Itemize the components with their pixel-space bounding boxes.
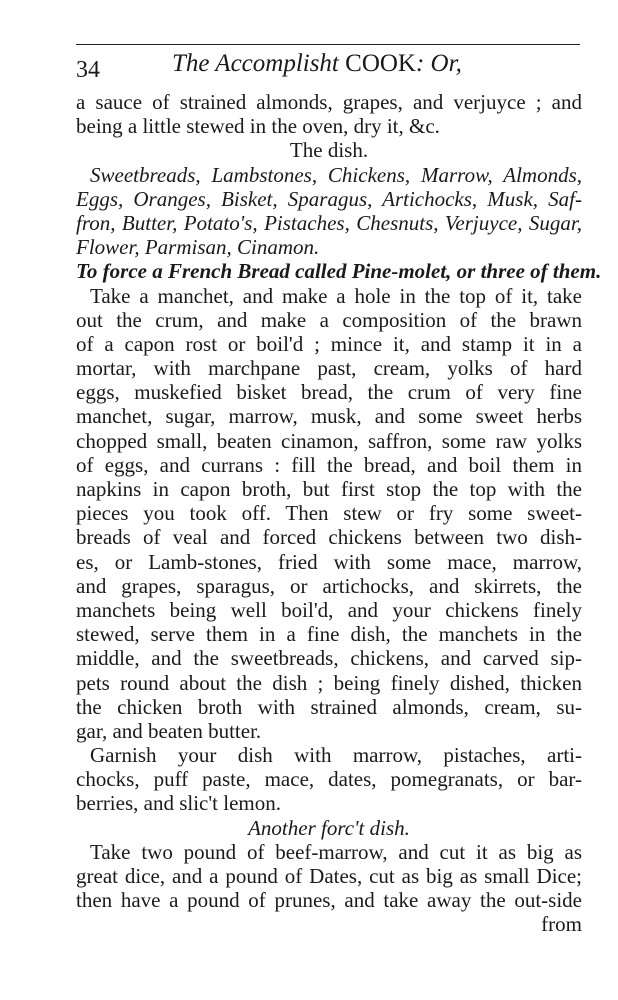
header-rule: [76, 44, 580, 45]
recipe-text: [76, 90, 602, 937]
text-line: gar, and beaten butter.: [76, 718, 262, 743]
text-line: great dice, and a pound of Dates, cut as big as small Dice;: [76, 864, 582, 888]
text-line: berries, and slic't lemon.: [76, 791, 281, 816]
text-line: mortar, with marchpane past, cream, yolks of hard: [76, 356, 582, 381]
text-line: of eggs, and currans : fill the bread, and boil them in: [76, 452, 582, 477]
text-line: Eggs, Oranges, Bisket, Sparagus, Artichocks, Musk, Saf-: [76, 186, 582, 211]
text-line: Take two pound of beef-marrow, and cut it as big as: [90, 839, 582, 864]
text-line: Take a manchet, and make a hole in the top of it, take: [90, 283, 582, 308]
running-head: [172, 50, 462, 78]
text-line: fron, Butter, Potato's, Pistaches, Chesnuts, Verjuyce, Sugar,: [76, 210, 582, 235]
text-line: pets round about the dish ; being finely dished, thicken: [76, 670, 582, 695]
text-line: stewed, serve them in a fine dish, the manchets in the: [76, 622, 582, 647]
text-line: middle, and the sweetbreads, chickens, and carved sip-: [76, 646, 582, 671]
text-line: then have a pound of prunes, and take away the out-side: [76, 888, 582, 913]
text-line: from: [541, 912, 582, 937]
text-line: manchet, sugar, marrow, musk, and some sweet herbs: [76, 404, 582, 429]
text-line: chopped small, beaten cinamon, saffron, some raw yolks: [76, 428, 582, 453]
text-line: breads of veal and forced chickens between two dish-: [76, 525, 582, 550]
text-line: Garnish your dish with marrow, pistaches, arti-: [90, 743, 582, 768]
text-line: out the crum, and make a composition of the brawn: [76, 307, 582, 332]
page-number: 34: [76, 57, 100, 83]
text-line: napkins in capon broth, but first stop the top with the: [76, 477, 582, 501]
text-line: To force a French Bread called Pine-molet, or three of them.: [76, 259, 602, 284]
running-head-caps: COOK: [345, 50, 416, 77]
text-line: and grapes, sparagus, or artichocks, and skirrets, the: [76, 573, 582, 598]
text-line: chocks, puff paste, mace, dates, pomegranats, or bar-: [76, 767, 582, 792]
text-line: pieces you took off. Then stew or fry some sweet-: [76, 501, 582, 526]
running-head-subtitle: : Or,: [415, 50, 462, 77]
text-line: es, or Lamb-stones, fried with some mace, marrow,: [76, 549, 582, 574]
text-line: of a capon rost or boil'd ; mince it, and stamp it in a: [76, 331, 582, 356]
text-line: eggs, muskefied bisket bread, the crum of very fine: [76, 380, 582, 405]
text-line: manchets being well boil'd, and your chickens finely: [76, 597, 582, 622]
text-line: Sweetbreads, Lambstones, Chickens, Marrow, Almonds,: [90, 162, 582, 187]
text-line: The dish.: [289, 138, 369, 163]
text-line: Flower, Parmisan, Cinamon.: [76, 235, 320, 260]
text-line: being a little stewed in the oven, dry it, &c.: [76, 114, 440, 139]
running-head-italic: The Accomplisht: [172, 50, 339, 77]
text-line: Another forc't dish.: [248, 815, 410, 840]
text-line: the chicken broth with strained almonds, cream, su-: [76, 694, 582, 719]
page-header: [76, 44, 580, 84]
text-line: a sauce of strained almonds, grapes, and verjuyce ; and: [76, 90, 582, 114]
